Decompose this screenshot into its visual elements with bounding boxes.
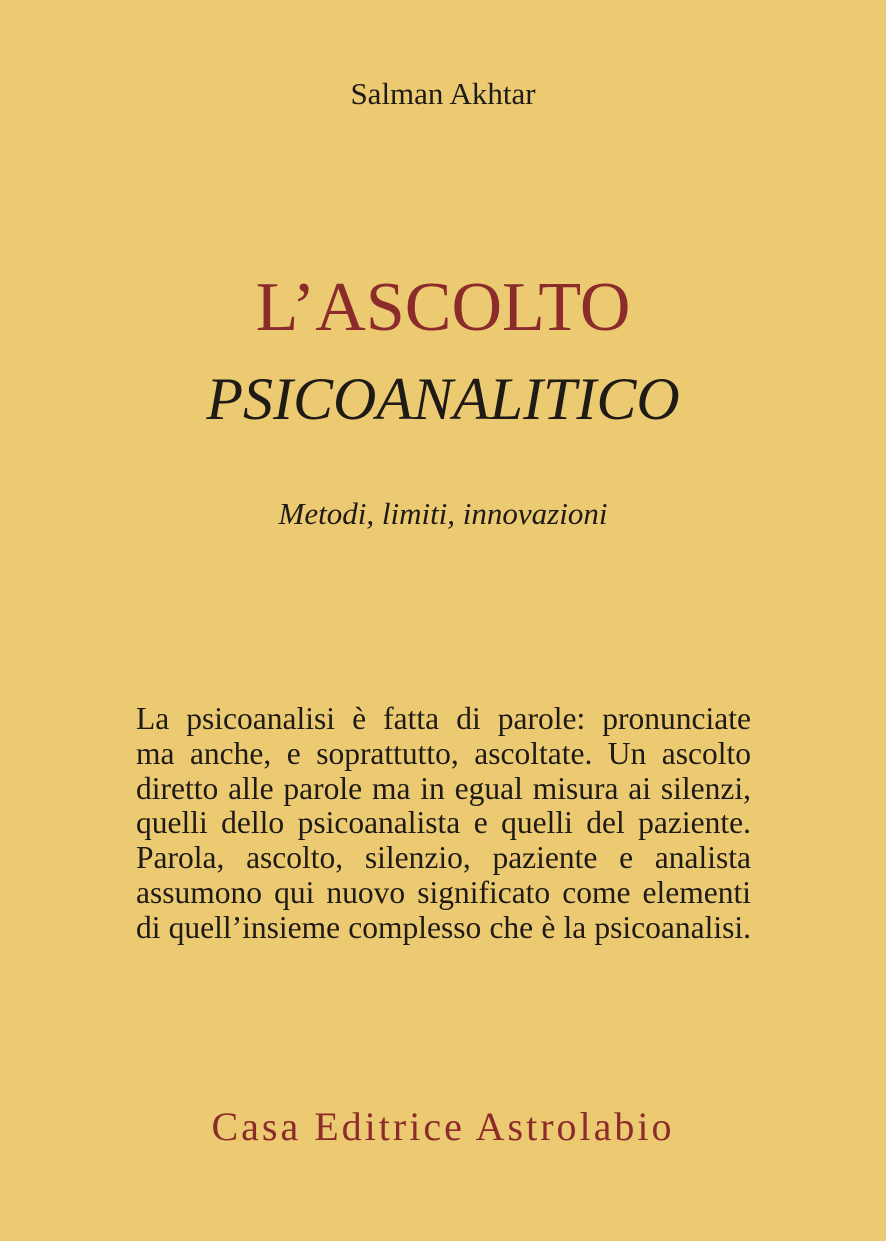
cover-blurb (136, 702, 751, 946)
book-title: L’ASCOLTO (255, 269, 631, 346)
blurb-line: La psicoanalisi è fatta di parole: pronunciate (136, 701, 751, 736)
blurb-line: ma anche, e soprattutto, ascoltate. Un ascolto (136, 735, 751, 771)
book-subtitle: Metodi, limiti, innovazioni (278, 496, 608, 531)
publisher-name: Casa Editrice Astrolabio (211, 1104, 675, 1149)
blurb-line: assumono qui nuovo significato come elementi (136, 874, 751, 910)
book-title-second-line: PSICOANALITICO (206, 366, 680, 432)
author-name: Salman Akhtar (350, 76, 536, 111)
blurb-line: di quell’insieme complesso che è la psicoanalisi. (136, 909, 751, 945)
blurb-line: quelli dello psicoanalista e quelli del paziente. (136, 805, 751, 841)
blurb-line: diretto alle parole ma in egual misura ai silenzi, (136, 770, 751, 806)
blurb-line: Parola, ascolto, silenzio, paziente e analista (136, 840, 751, 876)
